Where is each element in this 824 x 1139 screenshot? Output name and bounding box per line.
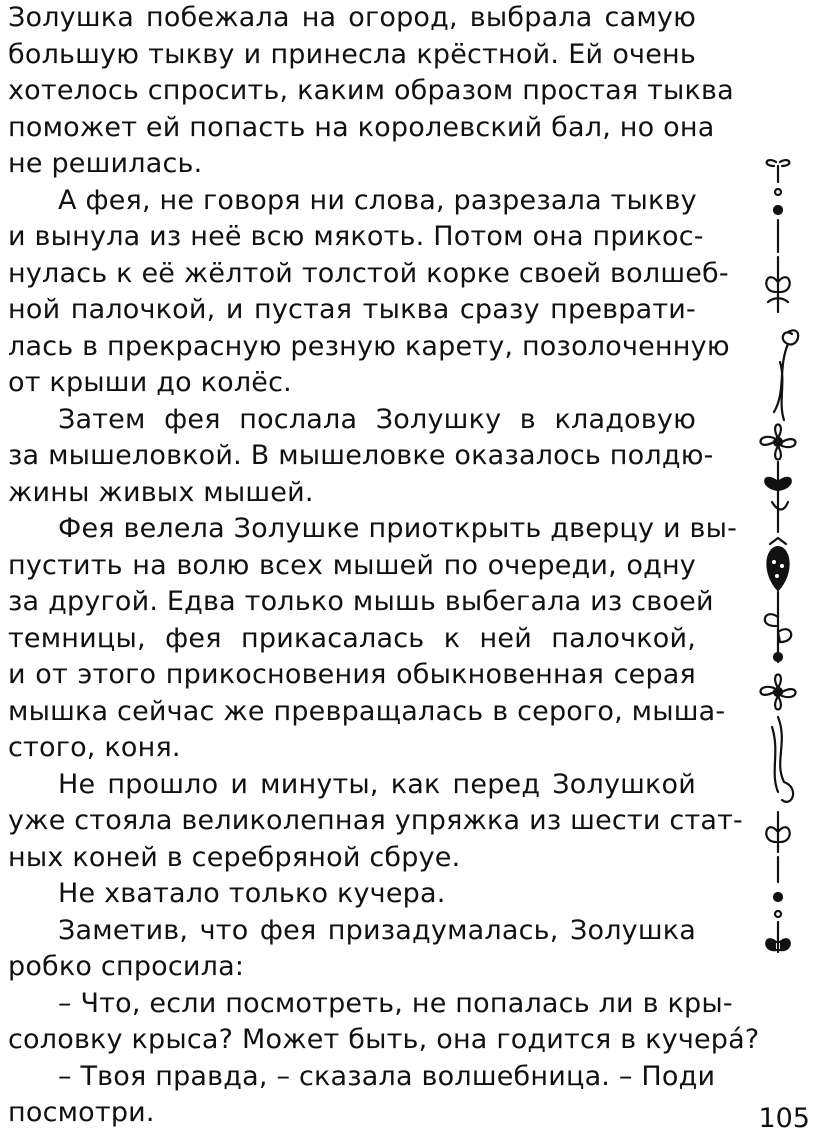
text-line: Затем фея послала Золушку в кладовую — [58, 403, 696, 435]
text-line: Заметив, что фея призадумалась, Золушка — [58, 914, 696, 946]
paragraph — [8, 511, 738, 767]
text-line: большую тыкву и принесла крёстной. Ей очень — [8, 38, 696, 70]
text-line: за мышеловкой. В мышеловке оказалось полдю- — [8, 440, 714, 471]
text-line: темницы, фея прикасалась к ней палочкой, — [8, 622, 696, 654]
text-line: А фея, не говоря ни слова, разрезала тыкву — [58, 184, 697, 216]
text-line: Золушка побежала на огород, выбрала самую — [8, 2, 696, 33]
text-line: соловку крыса? Может быть, она годится в кучера́? — [8, 1024, 760, 1055]
paragraph — [8, 767, 743, 877]
text-line: от крыши до колёс. — [8, 367, 292, 398]
text-line: – Твоя правда, – сказала волшебница. – Поди — [58, 1060, 716, 1092]
text-line: и вынула из неё всю мякоть. Потом она прикос- — [8, 221, 704, 252]
floral-vine-ornament-icon — [748, 152, 818, 972]
text-line: лась в прекрасную резную карету, позолоченную — [8, 330, 730, 362]
text-line: поможет ей попасть на королевский бал, но она — [8, 111, 715, 143]
text-line: пустить на волю всех мышей по очереди, одну — [8, 549, 696, 581]
paragraph — [8, 913, 696, 986]
text-line: мышка сейчас же превращалась в серого, мыша- — [8, 695, 726, 727]
text-line: нулась к её жёлтой толстой корке своей волшеб- — [8, 257, 729, 289]
text-line: жины живых мышей. — [8, 476, 314, 508]
paragraph — [8, 876, 696, 913]
story-text — [8, 0, 760, 1132]
text-line: уже стояла великолепная упряжка из шести стат- — [8, 805, 743, 836]
page-number: 105 — [758, 1103, 810, 1134]
text-line: ных коней в серебряной сбруе. — [8, 841, 461, 873]
paragraph — [8, 986, 760, 1059]
text-line: робко спросила: — [8, 951, 245, 982]
text-line: Не прошло и минуты, как перед Золушкой — [58, 768, 696, 800]
text-line: не решилась. — [8, 148, 203, 179]
text-line: за другой. Едва только мышь выбегала из своей — [8, 586, 714, 617]
text-line: и от этого прикосновения обыкновенная серая — [8, 659, 696, 690]
text-line: хотелось спросить, каким образом простая тыква — [8, 75, 734, 106]
paragraph — [8, 402, 714, 512]
paragraph — [8, 0, 734, 183]
text-line: посмотри. — [8, 1097, 155, 1128]
text-line: ной палочкой, и пустая тыква сразу преврати- — [8, 294, 696, 325]
text-line: стого, коня. — [8, 732, 181, 763]
text-line: Фея велела Золушке приоткрыть дверцу и вы- — [58, 513, 738, 544]
paragraph — [8, 1059, 716, 1132]
text-line: Не хватало только кучера. — [58, 878, 446, 909]
paragraph — [8, 183, 730, 402]
text-line: – Что, если посмотреть, не попалась ли в кры- — [58, 987, 733, 1019]
